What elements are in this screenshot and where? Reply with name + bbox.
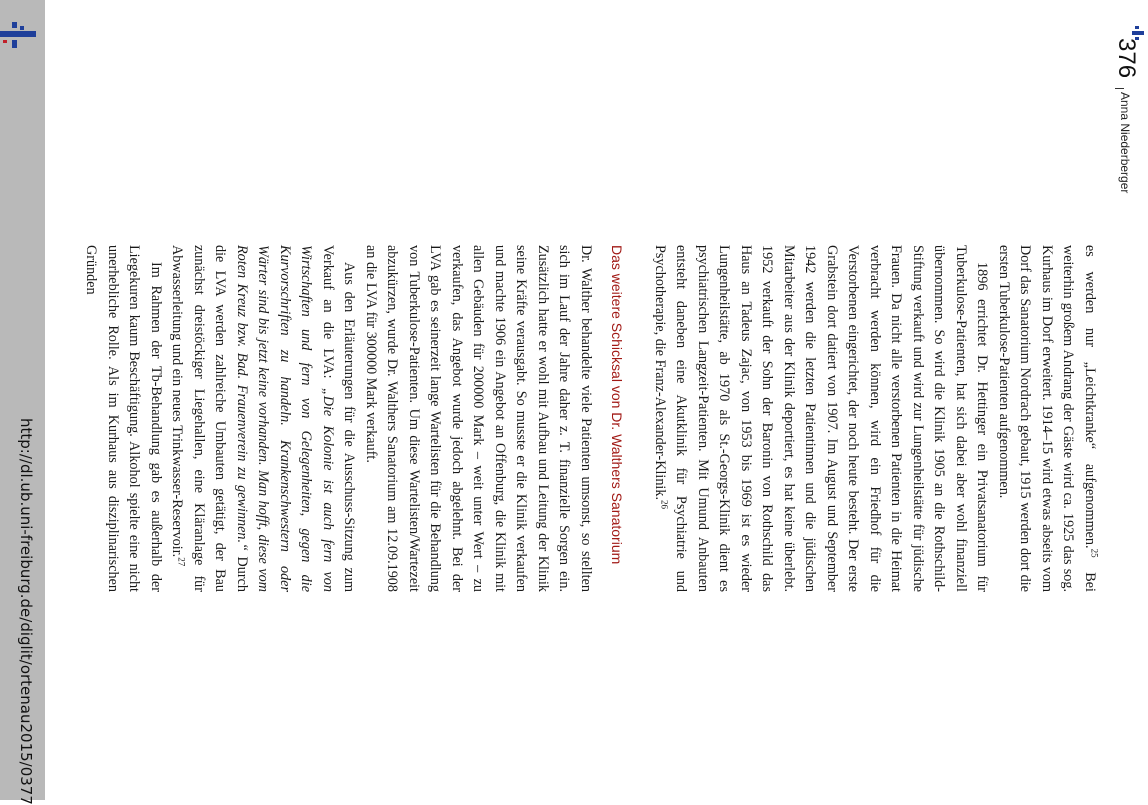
page-number: 376 bbox=[1113, 38, 1140, 79]
source-url[interactable]: http://dl.ub.uni-freiburg.de/diglit/ortenau2015/0377 bbox=[17, 418, 35, 805]
footnote-ref: 27 bbox=[177, 557, 188, 567]
footnote-ref: 25 bbox=[1089, 548, 1100, 558]
text-run: Dr. Walther behandelte viele Patienten umsonst, so stellten sich im Lauf der Jahre daher z. T. finanzielle Sorgen ein. Zusätzlich hatte er wohl mit Aufbau und Leitung der Klinik seine Kräfte verausgabt. So musste er die Klinik verkaufen und machte 1906 ein Angebot an Offenburg, die Klinik mit allen Gebäuden für 200000 Mark – weit unter Wert – zu verkaufen, das Angebot wurde jedoch abgelehnt. Bei der LVA gab es seinerzeit lange Wartelisten für die Behandlung von Tuberkulose-Patienten. Um diese Wartelisten/Wartezeit abzukürzen, wurde Dr. Walthers Sanatorium am 12.09.1908 an die LVA für 300000 Mark verkauft. bbox=[363, 245, 594, 592]
source-url-bar bbox=[0, 0, 45, 805]
quotation: „Die Kolonie ist auch fern von Wirtschaften und fern von Gelegenheiten, gegen die Kurvorschriften zu handeln. Krankenschwestern oder Wärter sind bis jetzt keine vorhanden. Man hofft, diese vom Roten Kreuz bzw. Bad. Frauenverein zu gewinnen.“ bbox=[234, 245, 336, 592]
text-run: Durch die LVA werden zahlreiche Umbauten getätigt, der Bau zunächst dreistöckiger Liegehallen, eine Kläranlage für Abwasserleitung und ein neues Trinkwasser-Reservoir. bbox=[169, 245, 250, 592]
text-run: es werden nur „Leichtkranke“ aufgenommen. bbox=[1082, 245, 1098, 549]
text-run: Bei weiterhin großem Andrang der Gäste wird ca. 1925 das sog. Kurhaus im Dorf erweitert. 1914–15 wird etwas abseits vom Dorf das Sanatorium Nordrach gebaut, 1915 werden dort die ersten Tuberkulose-Patienten aufgenommen. bbox=[996, 245, 1098, 592]
running-header-author: Anna Niederberger bbox=[1118, 92, 1132, 194]
footnote-ref: 26 bbox=[659, 500, 670, 510]
paragraph bbox=[80, 245, 166, 592]
paragraph bbox=[360, 245, 597, 592]
document-page bbox=[45, 0, 1148, 800]
header-rule bbox=[1115, 88, 1124, 89]
text-run: Im Rahmen der Tb-Behandlung gab es außerhalb der Liegekuren kaum Beschäftigung. Alkohol spielte eine nicht unerhebliche Rolle. Als im Kurhaus aus disziplinarischen Gründen bbox=[83, 245, 164, 592]
section-heading: Das weitere Schicksal von Dr. Walthers Sanatorium bbox=[609, 245, 626, 565]
rotated-page-content bbox=[48, 0, 1148, 800]
paragraph bbox=[649, 245, 993, 592]
text-run: 1896 errichtet Dr. Hettinger ein Privatsanatorium für Tuberkulose-Patienten, hat sich dabei aber wohl finanziell übernommen. So wird die Klinik 1905 an die Rothschild-Stiftung verkauft und wird zur Lungenheilstätte für jüdische Frauen. Da nicht alle verstorbenen Patienten in die Heimat verbracht werden können, wird ein Friedhof für die Verstorbenen eingerichtet, der noch heute besteht. Der erste Grabstein dort datiert von 1907. Im August und September 1942 werden die letzten Patientinnen und die jüdischen Mitarbeiter aus der Klinik deportiert, es hat keine überlebt. 1952 verkauft der Sohn der Baronin von Rothschild das Haus an Tadeus Zajac, von 1953 bis 1969 ist es wieder Lungenheilstätte, ab 1970 als St.-Georgs-Klinik dient es psychiatrischen Langzeit-Patienten. Mit Umund Anbauten entsteht daneben eine Akutklinik für Psychiatrie und Psychotherapie, die Franz-Alexander-Klinik. bbox=[652, 245, 991, 592]
article-body bbox=[80, 245, 1100, 592]
viewer-side-strip bbox=[0, 0, 45, 805]
paragraph bbox=[166, 245, 360, 592]
paragraph bbox=[993, 245, 1101, 592]
text-run: Aus den Erläuterungen für die Ausschuss-Sitzung zum Verkauf an die LVA: bbox=[320, 245, 358, 592]
